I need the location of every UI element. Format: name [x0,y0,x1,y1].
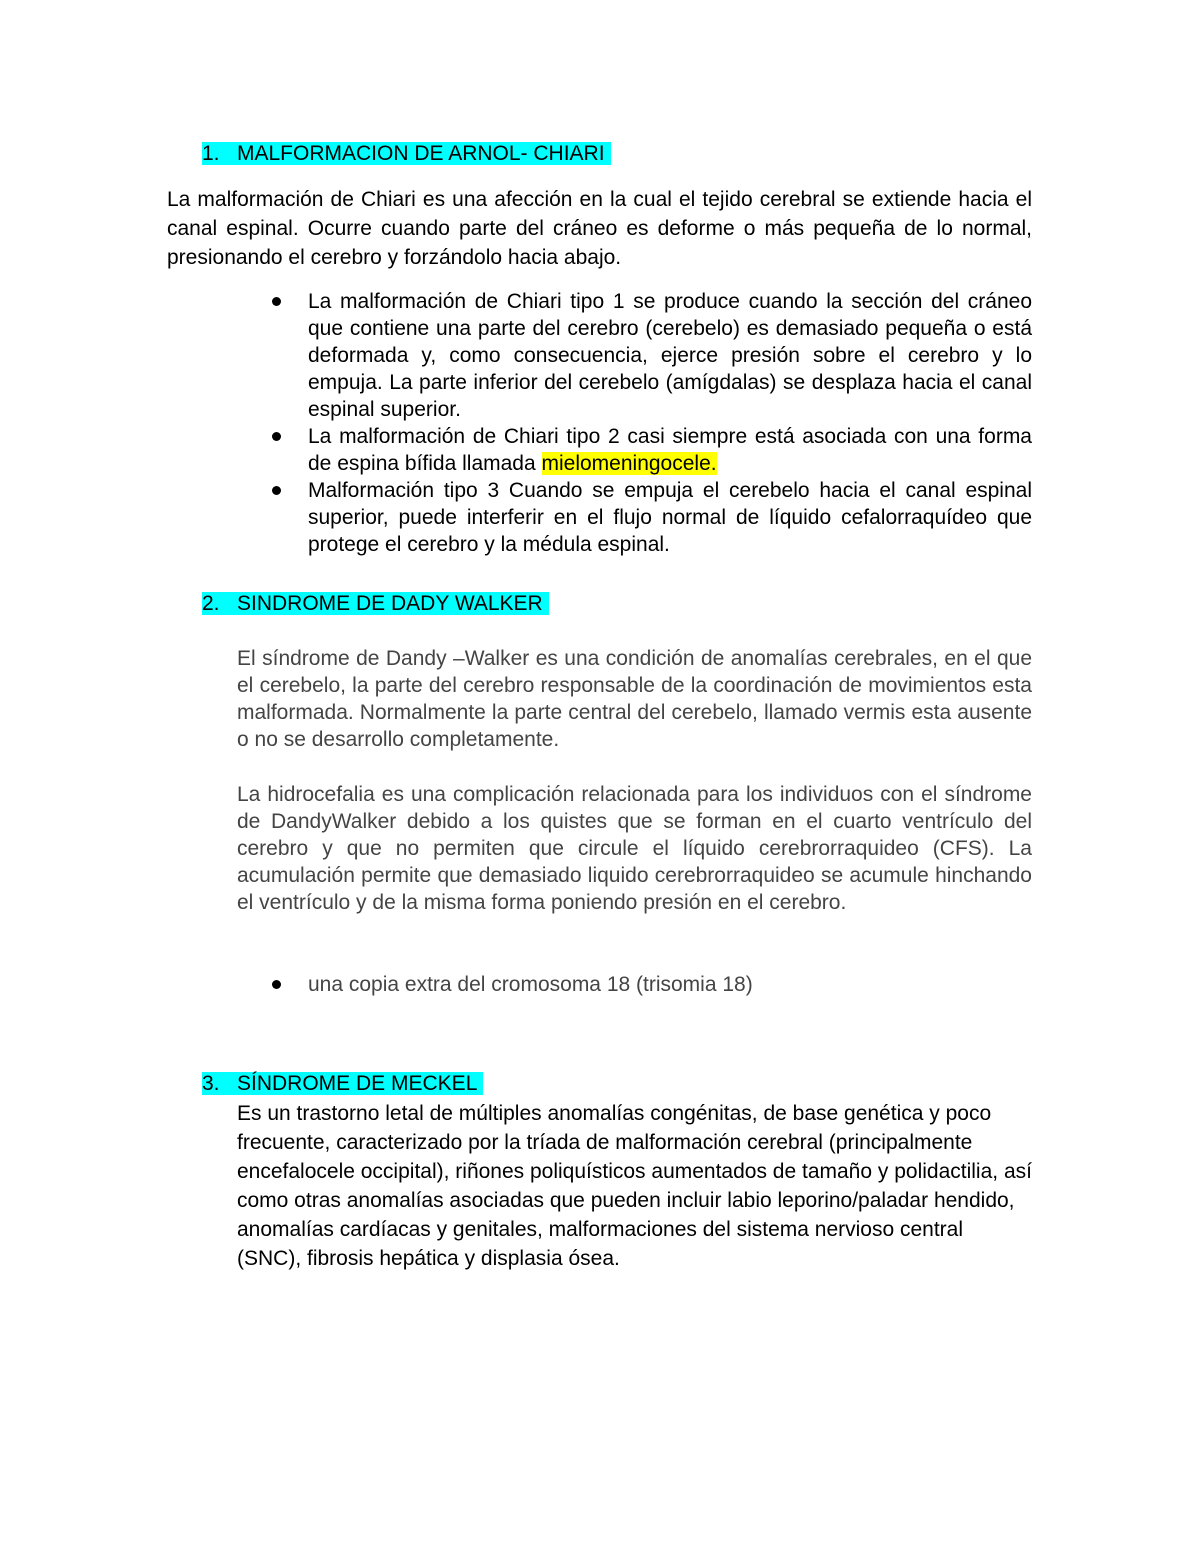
section2-heading [202,590,549,617]
section2-para1: El síndrome de Dandy –Walker es una condición de anomalías cerebrales, en el que el cerebelo, la parte del cerebro responsable de la coordinación de movimientos esta malformada. Normalmente la parte central del cerebelo, llamado vermis esta ausente o no se desarrollo completamente. [237,647,1032,751]
highlighted-term: mielomeningocele. [541,452,717,475]
section1-number: 1. [202,142,220,165]
list-item [268,288,1032,423]
section3-title: SÍNDROME DE MECKEL [237,1072,478,1095]
section2-number: 2. [202,592,220,615]
section1-heading [202,140,611,167]
section2-heading-highlight [202,592,549,615]
section2-bullet-text: una copia extra del cromosoma 18 (trisomia 18) [308,973,753,996]
section1-bullet-list [268,288,1032,558]
bullet-icon [272,432,281,441]
section2-para2: La hidrocefalia es una complicación relacionada para los individuos con el síndrome de DandyWalker debido a los quistes que se forman en el cuarto ventrículo del cerebro y que no permiten que circule el líquido cerebrorraquideo (CFS). La acumulación permite que demasiado liquido cerebrorraquideo se acumule hinchando el ventrículo y de la misma forma poniendo presión en el cerebro. [237,783,1032,914]
list-item [268,971,1032,998]
section3-number: 3. [202,1072,220,1095]
bullet-icon [272,297,281,306]
section3-para: Es un trastorno letal de múltiples anomalías congénitas, de base genética y poco frecuente, caracterizado por la tríada de malformación cerebral (principalmente encefalocele occipital), riñones poliquísticos aumentados de tamaño y polidactilia, así como otras anomalías asociadas que pueden incluir labio leporino/paladar hendido, anomalías cardíacas y genitales, malformaciones del sistema nervioso central (SNC), fibrosis hepática y displasia ósea. [237,1102,1032,1270]
section1-bullet2-text: La malformación de Chiari tipo 2 casi siempre está asociada con una forma de espina bífida llamada [308,425,1032,475]
section3-heading-highlight [202,1072,483,1095]
section2-bullet-list [268,971,1032,998]
list-item [268,423,1032,477]
list-item [268,477,1032,558]
section2-title: SINDROME DE DADY WALKER [237,592,543,615]
section1-bullet1-text: La malformación de Chiari tipo 1 se produce cuando la sección del cráneo que contiene una parte del cerebro (cerebelo) es demasiado pequeña o está deformada y, como consecuencia, ejerce presión sobre el cerebro y lo empuja. La parte inferior del cerebelo (amígdalas) se desplaza hacia el canal espinal superior. [308,290,1032,421]
section1-title: MALFORMACION DE ARNOL- CHIARI [237,142,605,165]
section1-intro: La malformación de Chiari es una afección en la cual el tejido cerebral se extiende hacia el canal espinal. Ocurre cuando parte del cráneo es deforme o más pequeña de lo normal, presionando el cerebro y forzándolo hacia abajo. [167,188,1032,269]
bullet-icon [272,980,281,989]
section1-heading-highlight [202,142,611,165]
section3-heading [202,1070,483,1097]
bullet-icon [272,486,281,495]
section1-bullet3-text: Malformación tipo 3 Cuando se empuja el cerebelo hacia el canal espinal superior, puede interferir en el flujo normal de líquido cefalorraquídeo que protege el cerebro y la médula espinal. [308,479,1032,556]
